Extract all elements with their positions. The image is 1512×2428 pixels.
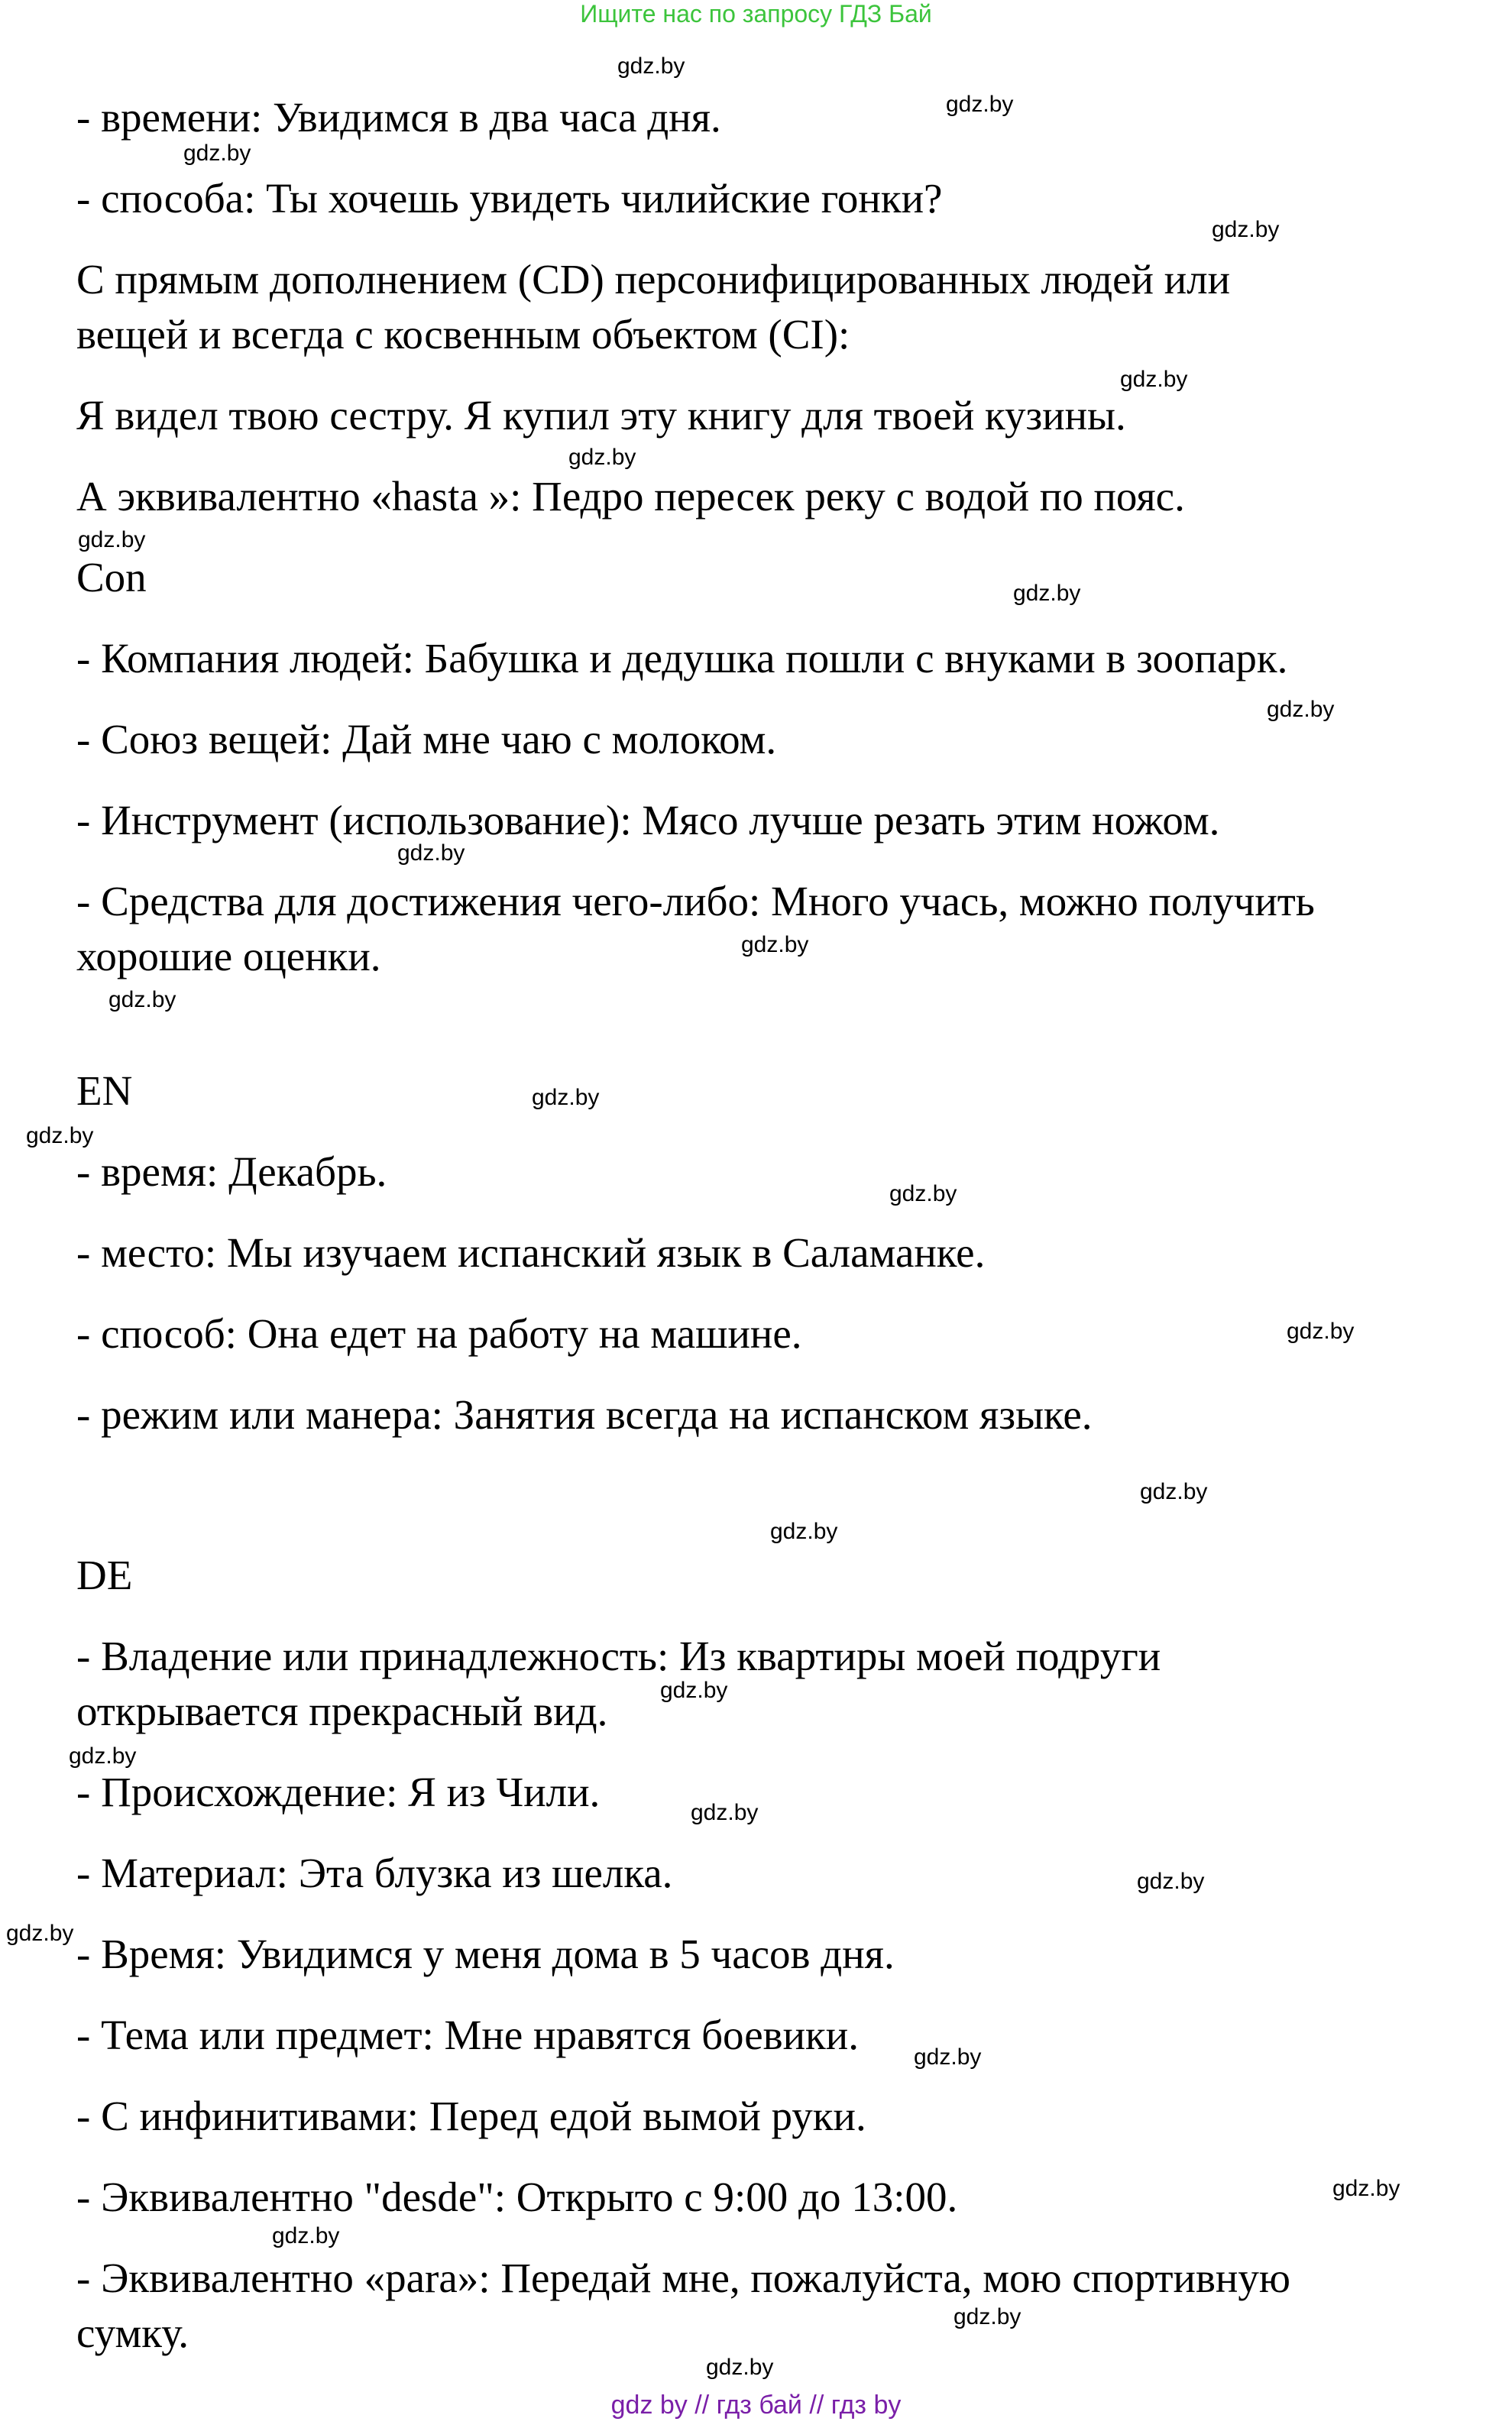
watermark: gdz.by	[108, 987, 176, 1012]
watermark: gdz.by	[953, 2304, 1021, 2329]
text-line: - Происхождение: Я из Чили.	[76, 1769, 601, 1815]
watermark: gdz.by	[660, 1678, 728, 1703]
text-line: Я видел твою сестру. Я купил эту книгу для твоей кузины.	[76, 392, 1126, 439]
top-banner[interactable]: Ищите нас по запросу ГДЗ Бай	[580, 0, 932, 28]
watermark: gdz.by	[183, 141, 251, 166]
text-line: А эквивалентно «hasta »: Педро пересек реку с водой по пояс.	[76, 473, 1185, 520]
watermark: gdz.by	[914, 2044, 982, 2070]
watermark: gdz.by	[1212, 217, 1280, 242]
watermark: gdz.by	[6, 1921, 74, 1946]
text-line: - режим или манера: Занятия всегда на испанском языке.	[76, 1391, 1093, 1438]
text-line: открывается прекрасный вид.	[76, 1688, 608, 1734]
text-line: вещей и всегда с косвенным объектом (CI):	[76, 311, 850, 358]
watermark: gdz.by	[946, 92, 1014, 117]
footer-links[interactable]: gdz by // гдз бай // гдз by	[610, 2391, 902, 2420]
watermark: gdz.by	[1140, 1479, 1208, 1504]
watermark: gdz.by	[272, 2223, 340, 2248]
text-line: - способа: Ты хочешь увидеть чилийские гонки?	[76, 175, 943, 222]
watermark: gdz.by	[1120, 367, 1188, 392]
watermark: gdz.by	[69, 1743, 137, 1769]
watermark: gdz.by	[1137, 1869, 1205, 1894]
text-line: - Компания людей: Бабушка и дедушка пошли с внуками в зоопарк.	[76, 635, 1288, 681]
watermark: gdz.by	[617, 53, 685, 79]
text-line: - Тема или предмет: Мне нравятся боевики.	[76, 2012, 859, 2058]
watermark: gdz.by	[1332, 2176, 1400, 2201]
text-line: - Эквивалентно "desde": Открыто с 9:00 до 13:00.	[76, 2174, 958, 2220]
watermark: gdz.by	[397, 840, 465, 866]
watermark: gdz.by	[770, 1519, 838, 1544]
text-line: сумку.	[76, 2310, 189, 2356]
text-line: - времени: Увидимся в два часа дня.	[76, 94, 721, 141]
section-heading-de: DE	[76, 1552, 133, 1598]
text-line: - Средства для достижения чего-либо: Много учась, можно получить	[76, 878, 1315, 924]
watermark: gdz.by	[26, 1123, 94, 1148]
text-line: - Владение или принадлежность: Из квартиры моей подруги	[76, 1633, 1161, 1679]
text-line: - Эквивалентно «para»: Передай мне, пожалуйста, мою спортивную	[76, 2255, 1290, 2301]
text-line: - С инфинитивами: Перед едой вымой руки.	[76, 2093, 866, 2139]
watermark: gdz.by	[78, 527, 146, 552]
text-line: хорошие оценки.	[76, 933, 381, 979]
text-line: - Инструмент (использование): Мясо лучше резать этим ножом.	[76, 797, 1220, 843]
watermark: gdz.by	[568, 445, 636, 470]
text-line: - Время: Увидимся у меня дома в 5 часов дня.	[76, 1931, 895, 1977]
section-heading-en: EN	[76, 1067, 133, 1114]
text-line: С прямым дополнением (CD) персонифицированных людей или	[76, 256, 1231, 303]
watermark: gdz.by	[1267, 697, 1335, 722]
section-heading-con: Con	[76, 554, 147, 601]
text-line: - Союз вещей: Дай мне чаю с молоком.	[76, 716, 777, 762]
text-line: - Материал: Эта блузка из шелка.	[76, 1850, 673, 1896]
text-line: - способ: Она едет на работу на машине.	[76, 1310, 802, 1357]
watermark: gdz.by	[889, 1181, 957, 1206]
watermark: gdz.by	[532, 1085, 600, 1110]
watermark: gdz.by	[1013, 581, 1081, 606]
watermark: gdz.by	[691, 1800, 759, 1825]
text-line: - время: Декабрь.	[76, 1148, 387, 1195]
watermark: gdz.by	[741, 932, 809, 957]
watermark: gdz.by	[1287, 1319, 1355, 1344]
text-line: - место: Мы изучаем испанский язык в Саламанке.	[76, 1229, 986, 1276]
watermark: gdz.by	[706, 2355, 774, 2380]
